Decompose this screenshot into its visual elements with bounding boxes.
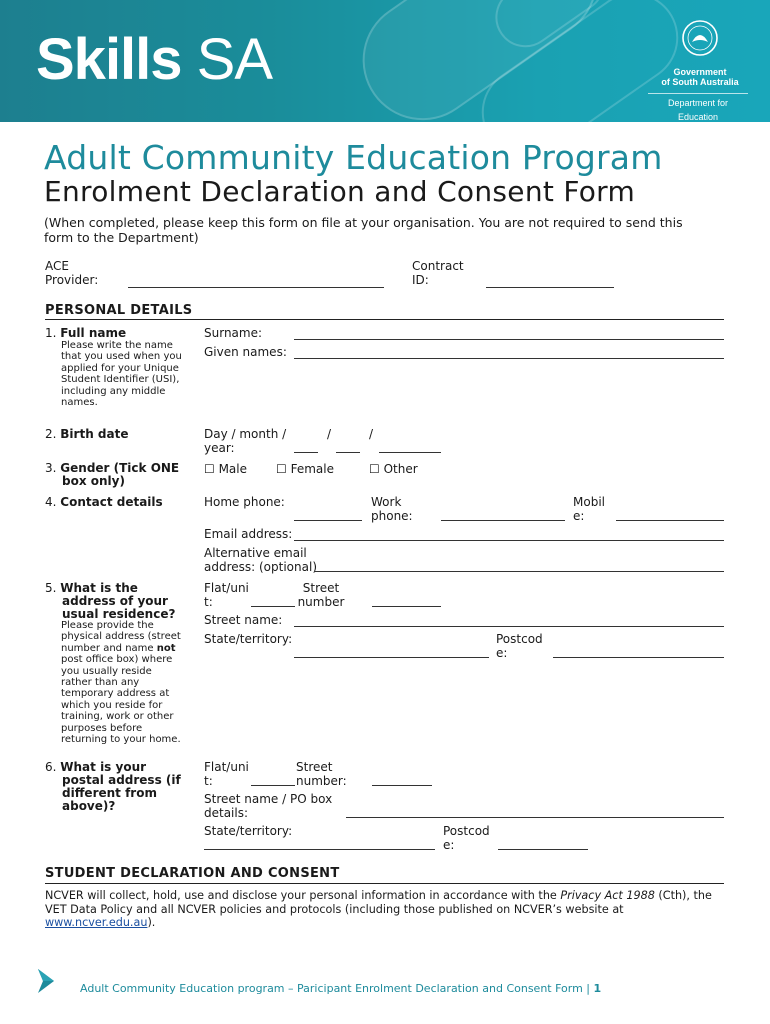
flat-unit-label: Flat/uni t: bbox=[204, 581, 249, 609]
page-title: Adult Community Education Program bbox=[44, 138, 663, 177]
street-name-field[interactable] bbox=[294, 626, 724, 627]
q2-label: 2. Birth date bbox=[45, 427, 129, 441]
header-banner bbox=[0, 0, 770, 122]
instruction-note: (When completed, please keep this form on file at your organisation. You are not required to send this form to the Department) bbox=[44, 215, 683, 245]
postcode-label: Postcod e: bbox=[496, 632, 543, 660]
gender-male-checkbox[interactable]: ☐ Male bbox=[204, 462, 247, 476]
section-rule bbox=[45, 883, 724, 884]
declaration-heading: STUDENT DECLARATION AND CONSENT bbox=[45, 866, 340, 881]
mobile-label: Mobil e: bbox=[573, 495, 605, 523]
brand-bold: Skills bbox=[36, 27, 182, 92]
po-box-field[interactable] bbox=[346, 817, 724, 818]
postcode-field[interactable] bbox=[553, 657, 724, 658]
dob-month-field[interactable] bbox=[336, 452, 360, 453]
dob-slash: / bbox=[327, 427, 332, 441]
email-field[interactable] bbox=[294, 540, 724, 541]
surname-field[interactable] bbox=[294, 339, 724, 340]
flat-unit-field[interactable] bbox=[251, 606, 295, 607]
q3-label: 3. Gender (Tick ONE box only) bbox=[45, 461, 180, 488]
gender-female-checkbox[interactable]: ☐ Female bbox=[276, 462, 334, 476]
q5-help: Please provide the physical address (street number and name not post office box) where you usually reside rather than any temporary address at which you reside for training, work or other purposes before returning to your home. bbox=[61, 620, 181, 746]
dob-label: Day / month / year: bbox=[204, 427, 287, 455]
work-phone-field[interactable] bbox=[441, 520, 565, 521]
personal-details-heading: PERSONAL DETAILS bbox=[45, 303, 193, 318]
postal-postcode-label: Postcod e: bbox=[443, 824, 490, 852]
q6-label: 6. What is your postal address (if different from above)? bbox=[45, 760, 181, 813]
mobile-field[interactable] bbox=[616, 520, 724, 521]
q1-label: 1. Full name bbox=[45, 326, 127, 340]
page-footer: Adult Community Education program – Paricipant Enrolment Declaration and Consent Form | 1 bbox=[80, 982, 602, 995]
postal-street-number-field[interactable] bbox=[372, 785, 432, 786]
provider-label: ACE Provider: bbox=[45, 259, 99, 287]
gov-line-2: of South Australia bbox=[661, 77, 739, 87]
state-field[interactable] bbox=[294, 657, 489, 658]
given-names-field[interactable] bbox=[294, 358, 724, 359]
q5-label: 5. What is the address of your usual residence? bbox=[45, 581, 176, 621]
surname-label: Surname: bbox=[204, 326, 263, 340]
postal-postcode-field[interactable] bbox=[498, 849, 588, 850]
state-label: State/territory: bbox=[204, 632, 293, 646]
page-number: 1 bbox=[593, 982, 602, 995]
postal-street-number-label: Street number: bbox=[296, 760, 347, 788]
alt-email-field[interactable] bbox=[314, 571, 724, 572]
home-phone-field[interactable] bbox=[294, 520, 362, 521]
dob-year-field[interactable] bbox=[379, 452, 441, 453]
dob-day-field[interactable] bbox=[294, 452, 318, 453]
street-number-label: Street number bbox=[297, 581, 345, 609]
postal-state-label: State/territory: bbox=[204, 824, 293, 838]
chevron-right-icon bbox=[34, 967, 60, 995]
street-name-label: Street name: bbox=[204, 613, 283, 627]
dob-slash: / bbox=[369, 427, 374, 441]
gender-other-checkbox[interactable]: ☐ Other bbox=[369, 462, 418, 476]
work-phone-label: Work phone: bbox=[371, 495, 413, 523]
gov-department: Department for Education bbox=[648, 93, 748, 122]
gov-line-1: Government bbox=[673, 67, 727, 77]
given-names-label: Given names: bbox=[204, 345, 287, 359]
section-rule bbox=[45, 319, 724, 320]
provider-field[interactable] bbox=[128, 287, 384, 288]
po-box-label: Street name / PO box details: bbox=[204, 792, 333, 820]
postal-flat-unit-label: Flat/uni t: bbox=[204, 760, 249, 788]
brand-light: SA bbox=[196, 27, 273, 92]
home-phone-label: Home phone: bbox=[204, 495, 285, 509]
government-logo bbox=[640, 18, 760, 122]
alt-email-label: Alternative email address: (optional) bbox=[204, 546, 317, 574]
ncver-link[interactable]: www.ncver.edu.au bbox=[45, 916, 148, 929]
crest-icon bbox=[680, 18, 720, 58]
skills-sa-logo bbox=[36, 26, 272, 93]
email-label: Email address: bbox=[204, 527, 293, 541]
contract-id-field[interactable] bbox=[486, 287, 614, 288]
q1-help: Please write the name that you used when you applied for your Unique Student Identifier (USI), including any middle names. bbox=[61, 340, 182, 409]
page-subtitle: Enrolment Declaration and Consent Form bbox=[44, 175, 636, 208]
postal-state-field[interactable] bbox=[204, 849, 435, 850]
declaration-text: NCVER will collect, hold, use and disclose your personal information in accordance with the Privacy Act 1988 (Cth), the VET Data Policy and all NCVER policies and protocols (including those published on NCVER’s website at www.ncver.edu.au). bbox=[45, 889, 712, 929]
q4-label: 4. Contact details bbox=[45, 495, 163, 509]
street-number-field[interactable] bbox=[372, 606, 441, 607]
contract-label: Contract ID: bbox=[412, 259, 464, 287]
postal-flat-unit-field[interactable] bbox=[251, 785, 295, 786]
